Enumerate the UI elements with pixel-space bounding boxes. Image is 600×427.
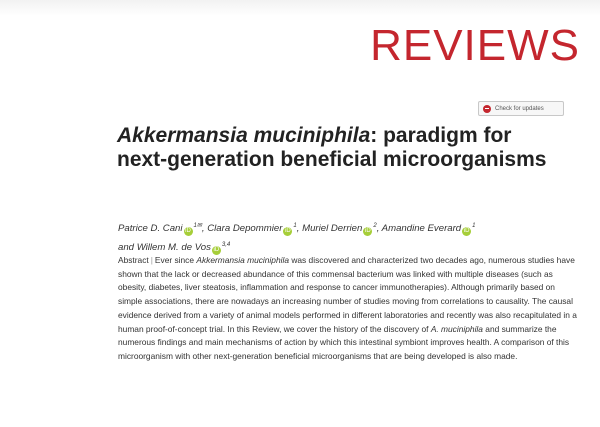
author-list [118, 218, 578, 256]
check-updates-label: Check for updates [495, 105, 544, 112]
orcid-icon[interactable]: iD [463, 228, 470, 234]
abstract-species: Akkermansia muciniphila [196, 255, 289, 265]
author-name[interactable]: Willem M. de Vos [136, 242, 211, 253]
author-name[interactable]: Amandine Everard [381, 223, 462, 234]
abstract-divider: | [150, 255, 153, 265]
section-label: REVIEWS [370, 21, 580, 70]
author-name[interactable]: Patrice D. Cani [118, 223, 183, 234]
abstract-text: Ever since [154, 255, 197, 265]
author-affiliation: 1✉ [193, 223, 202, 229]
abstract-species: A. muciniphila [430, 323, 483, 334]
orcid-icon[interactable]: iD [185, 228, 191, 234]
abstract-text: and summarize the numerous findings and main mechanisms of action by which this intestinal symbiont improves health. A comparison of this microorganism with other next-generation beneficial microorganisms that are being developed is also made. [118, 323, 570, 361]
author-separator: , [376, 223, 382, 234]
author-name[interactable]: Clara Depommier [207, 223, 283, 234]
author-affiliation: 3,4 [221, 242, 231, 248]
author-name[interactable]: Muriel Derrien [302, 223, 363, 234]
orcid-icon[interactable]: iD [213, 247, 220, 253]
check-updates-icon [483, 105, 491, 113]
author-affiliation: 1 [293, 223, 297, 229]
abstract [118, 254, 580, 364]
top-band [0, 0, 600, 16]
orcid-icon[interactable]: iD [285, 228, 291, 234]
author-separator: , [296, 223, 303, 234]
title-genus: Akkermansia muciniphila [117, 124, 371, 147]
author-affiliation: 2 [373, 223, 377, 229]
abstract-label: Abstract [118, 255, 149, 265]
orcid-icon[interactable]: iD [365, 228, 371, 234]
title-rest: : paradigm for next-generation beneficial microorganisms [117, 124, 547, 171]
author-and: and [118, 242, 137, 253]
author-separator: , [201, 223, 208, 234]
check-for-updates-button[interactable] [478, 101, 564, 116]
abstract-text: was discovered and characterized two decades ago, numerous studies have shown that the lack or decreased abundance of this commensal bacterium was linked with multiple diseases (such as obesity, diabetes, liver steatosis, inflammation and response to cancer immunotherapies). Although primarily based on simple associations, there are nowadays an increasing number of studies moving from correlations to causality. The causal evidence derived from a variety of animal models performed in different laboratories and recently was also recapitulated in a human proof-of-concept trial. In this Review, we cover the history of the discovery of [118, 255, 577, 334]
author-affiliation: 1 [472, 223, 476, 229]
article-title [117, 124, 557, 172]
